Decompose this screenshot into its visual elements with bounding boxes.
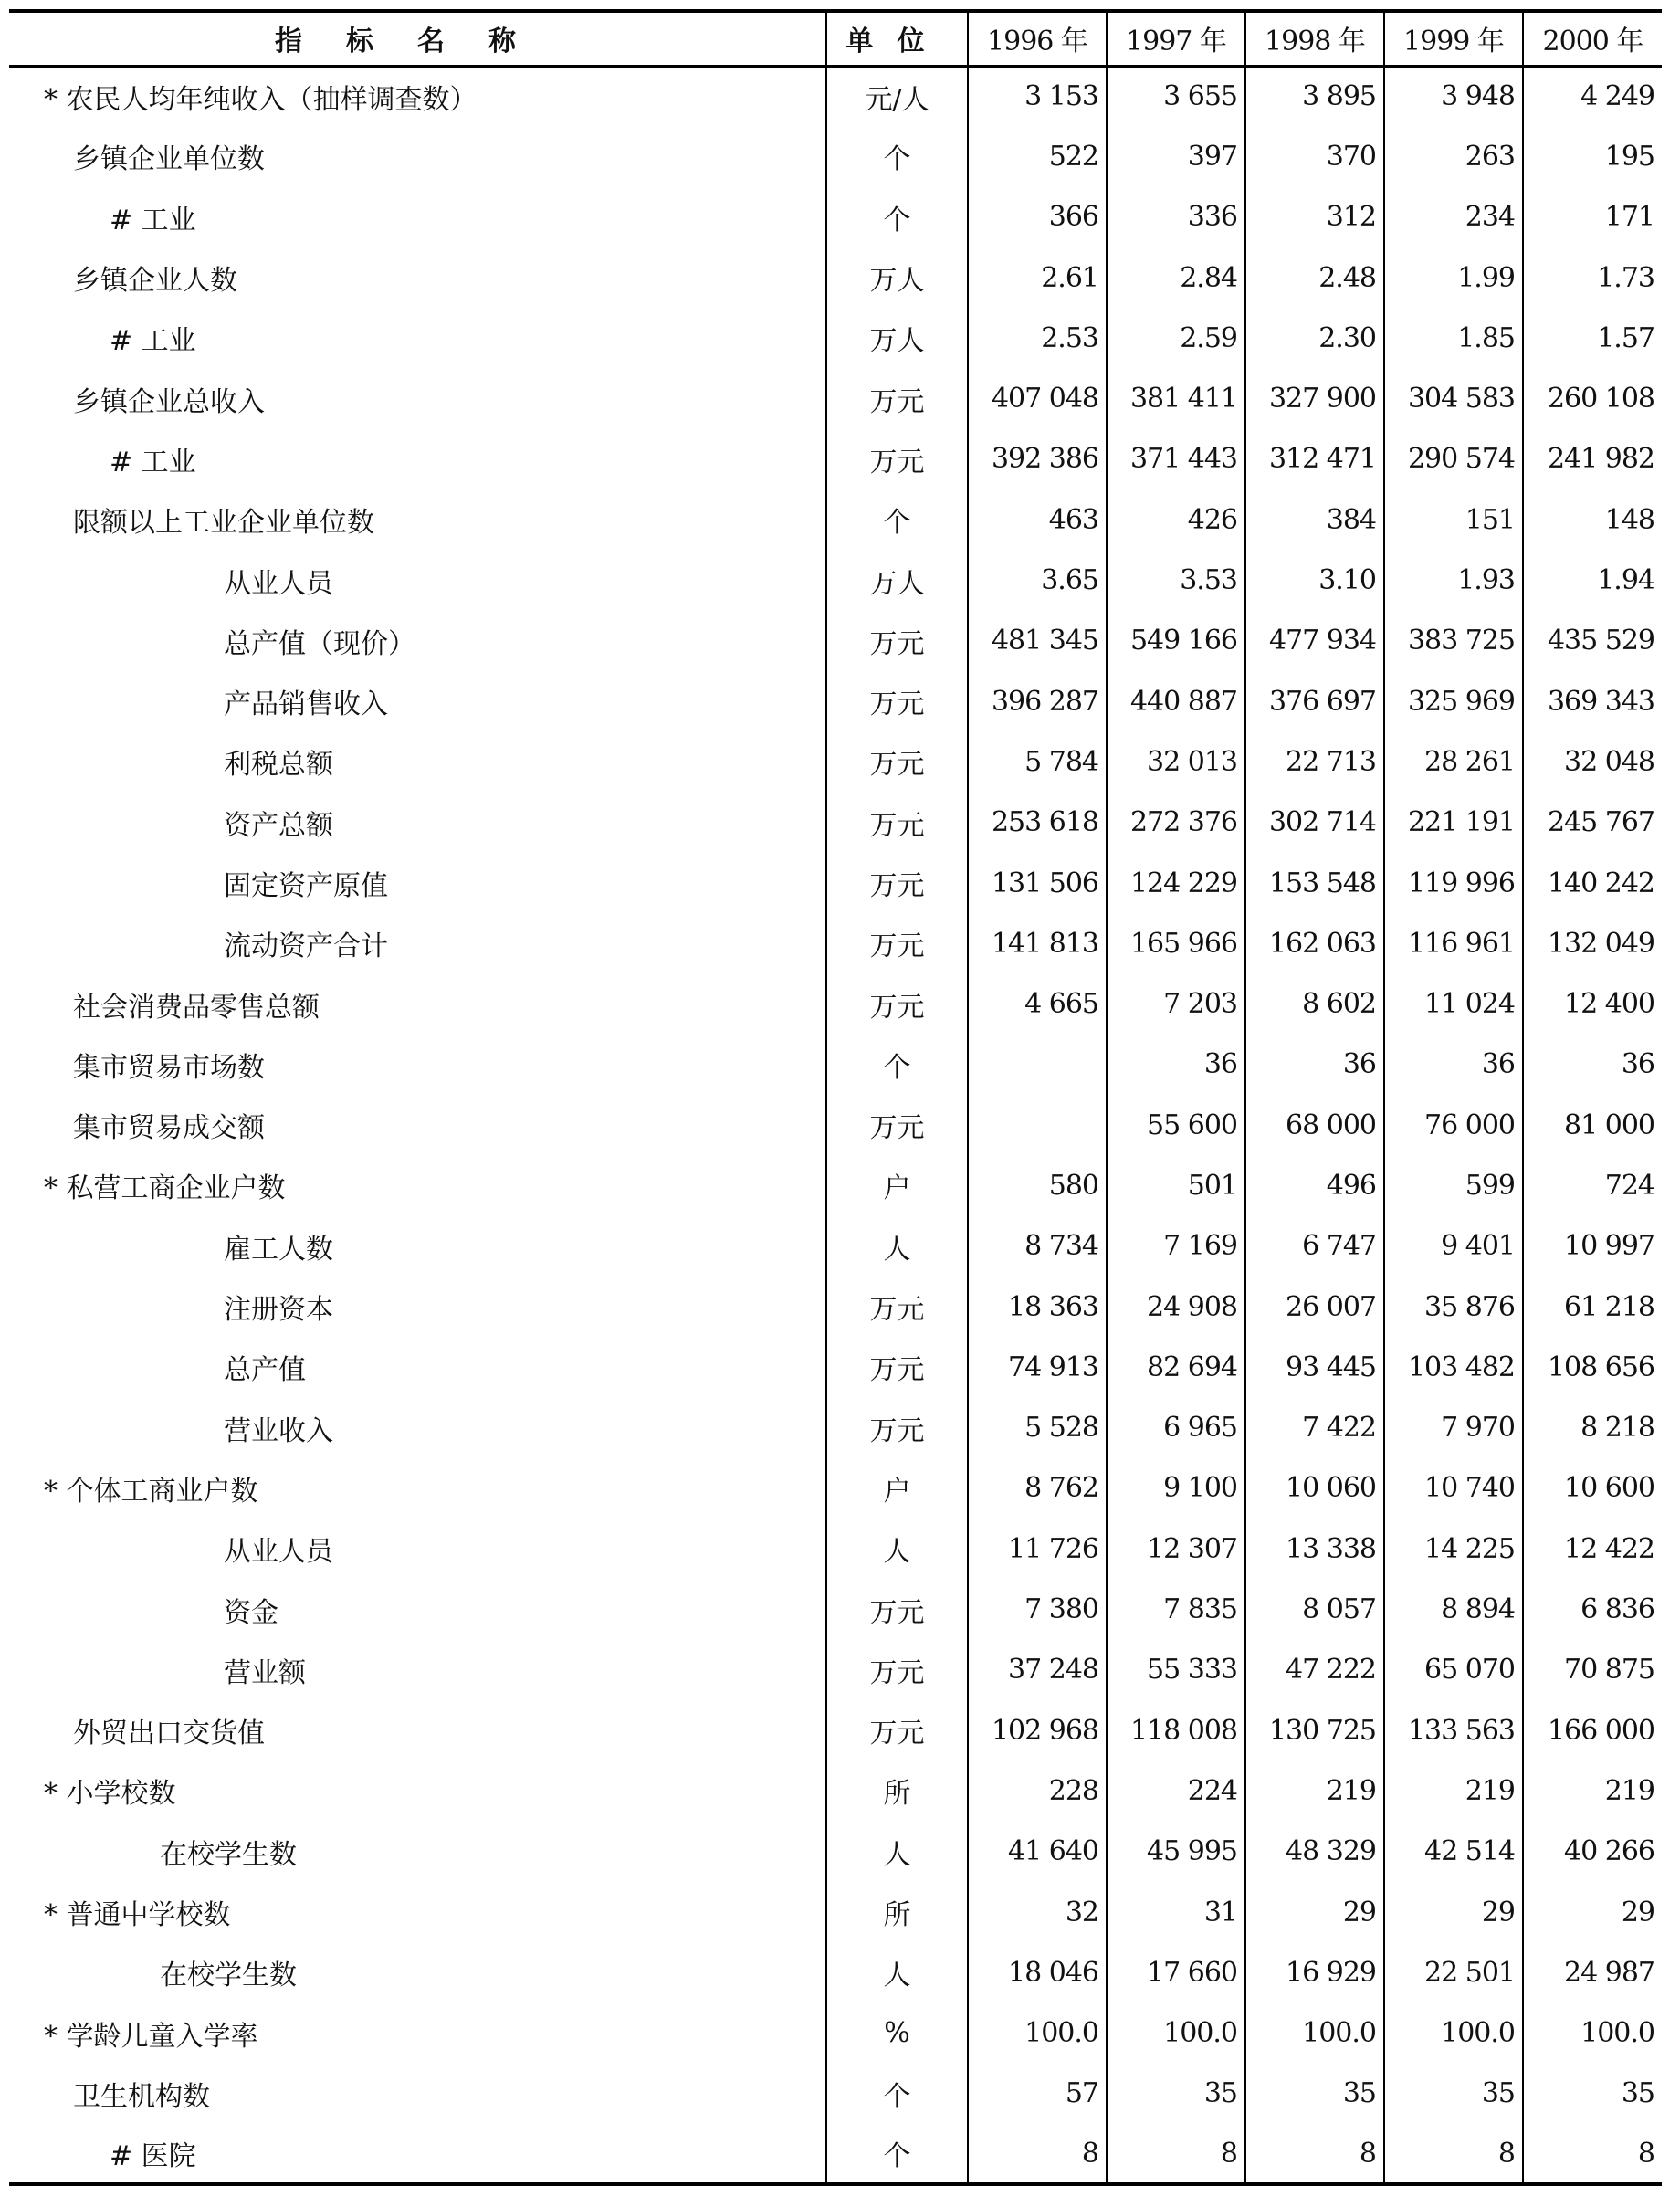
value-cell: 3 948 xyxy=(1384,66,1523,126)
table-row xyxy=(9,1519,1662,1579)
value-cell: 74 913 xyxy=(968,1337,1107,1397)
value-cell: 7 380 xyxy=(968,1579,1107,1639)
value-cell: 219 xyxy=(1384,1760,1523,1821)
indicator-name: 从业人员 xyxy=(224,567,333,600)
value-cell: 4 249 xyxy=(1523,66,1662,126)
table-row xyxy=(9,1822,1662,1882)
indicator-name: 总产值（现价） xyxy=(224,627,415,660)
value-cell: 522 xyxy=(968,126,1107,186)
table-row xyxy=(9,973,1662,1034)
indicator-unit: 万人 xyxy=(826,550,968,610)
value-cell: 325 969 xyxy=(1384,671,1523,731)
indicator-unit: 万元 xyxy=(826,1640,968,1700)
indicator-unit: 万人 xyxy=(826,247,968,308)
value-cell: 724 xyxy=(1523,1155,1662,1215)
value-cell: 1.57 xyxy=(1523,308,1662,368)
value-cell: 16 929 xyxy=(1245,1942,1384,2002)
value-cell: 61 218 xyxy=(1523,1277,1662,1337)
value-cell: 1.94 xyxy=(1523,550,1662,610)
value-cell: 381 411 xyxy=(1107,368,1245,428)
table-row xyxy=(9,368,1662,428)
value-cell: 371 443 xyxy=(1107,429,1245,489)
value-cell: 245 767 xyxy=(1523,793,1662,853)
indicator-name: 雇工人数 xyxy=(224,1233,333,1266)
value-cell: 234 xyxy=(1384,187,1523,247)
indicator-unit: 万元 xyxy=(826,611,968,671)
value-cell: 24 987 xyxy=(1523,1942,1662,2002)
value-cell: 370 xyxy=(1245,126,1384,186)
indicator-name: 集市贸易市场数 xyxy=(73,1051,265,1084)
value-cell: 290 574 xyxy=(1384,429,1523,489)
header-indicator-name: 指标名称 xyxy=(9,11,826,66)
value-cell: 3.53 xyxy=(1107,550,1245,610)
indicator-unit: 万元 xyxy=(826,368,968,428)
value-cell: 384 xyxy=(1245,489,1384,550)
indicator-name: 利税总额 xyxy=(224,749,333,782)
value-cell: 12 307 xyxy=(1107,1519,1245,1579)
value-cell: 8 xyxy=(1523,2124,1662,2184)
indicator-name: * 小学校数 xyxy=(44,1778,176,1811)
value-cell: 263 xyxy=(1384,126,1523,186)
value-cell: 496 xyxy=(1245,1155,1384,1215)
table-header xyxy=(9,11,1662,66)
indicator-unit: 万元 xyxy=(826,793,968,853)
value-cell: 7 422 xyxy=(1245,1398,1384,1458)
indicator-unit: 万元 xyxy=(826,1700,968,1760)
value-cell: 3.65 xyxy=(968,550,1107,610)
value-cell: 312 xyxy=(1245,187,1384,247)
table-row xyxy=(9,731,1662,792)
value-cell: 31 xyxy=(1107,1882,1245,1942)
table-row xyxy=(9,853,1662,913)
value-cell: 32 013 xyxy=(1107,731,1245,792)
value-cell: 100.0 xyxy=(1523,2003,1662,2064)
table-row xyxy=(9,1760,1662,1821)
indicator-name: * 个体工商业户数 xyxy=(44,1475,258,1508)
indicator-unit: 个 xyxy=(826,1035,968,1095)
indicator-name: 固定资产原值 xyxy=(224,870,388,902)
value-cell: 3 655 xyxy=(1107,66,1245,126)
value-cell: 48 329 xyxy=(1245,1822,1384,1882)
indicator-name: 乡镇企业单位数 xyxy=(73,143,265,176)
value-cell: 14 225 xyxy=(1384,1519,1523,1579)
value-cell: 22 501 xyxy=(1384,1942,1523,2002)
indicator-name: 卫生机构数 xyxy=(73,2080,210,2113)
value-cell: 9 401 xyxy=(1384,1216,1523,1277)
value-cell: 426 xyxy=(1107,489,1245,550)
indicator-name: 产品销售收入 xyxy=(224,688,388,721)
value-cell: 22 713 xyxy=(1245,731,1384,792)
table-row xyxy=(9,1216,1662,1277)
indicator-name: # 医院 xyxy=(9,2124,826,2184)
value-cell: 29 xyxy=(1384,1882,1523,1942)
indicator-unit: 所 xyxy=(826,1882,968,1942)
value-cell: 397 xyxy=(1107,126,1245,186)
table-row xyxy=(9,429,1662,489)
value-cell: 369 343 xyxy=(1523,671,1662,731)
table-row xyxy=(9,793,1662,853)
value-cell: 29 xyxy=(1523,1882,1662,1942)
value-cell: 2.48 xyxy=(1245,247,1384,308)
value-cell: 463 xyxy=(968,489,1107,550)
value-cell: 68 000 xyxy=(1245,1095,1384,1155)
indicator-name: * 私营工商企业户数 xyxy=(44,1172,286,1205)
value-cell: 124 229 xyxy=(1107,853,1245,913)
indicator-unit: 个 xyxy=(826,2064,968,2124)
indicator-unit: 个 xyxy=(826,126,968,186)
header-year-1997: 1997 年 xyxy=(1107,11,1245,66)
value-cell: 9 100 xyxy=(1107,1458,1245,1519)
value-cell: 55 333 xyxy=(1107,1640,1245,1700)
value-cell: 100.0 xyxy=(1107,2003,1245,2064)
indicator-name: # 工业 xyxy=(110,325,196,358)
value-cell: 41 640 xyxy=(968,1822,1107,1882)
indicator-unit: 万元 xyxy=(826,1095,968,1155)
indicator-name: 营业额 xyxy=(224,1656,306,1689)
header-unit: 单位 xyxy=(826,11,968,66)
value-cell: 10 060 xyxy=(1245,1458,1384,1519)
table-row xyxy=(9,66,1662,126)
table-row xyxy=(9,1277,1662,1337)
value-cell: 35 xyxy=(1384,2064,1523,2124)
value-cell: 55 600 xyxy=(1107,1095,1245,1155)
value-cell: 8 218 xyxy=(1523,1398,1662,1458)
indicator-name: 限额以上工业企业单位数 xyxy=(73,507,374,540)
value-cell: 10 600 xyxy=(1523,1458,1662,1519)
value-cell: 130 725 xyxy=(1245,1700,1384,1760)
value-cell: 100.0 xyxy=(1384,2003,1523,2064)
value-cell: 32 xyxy=(968,1882,1107,1942)
indicator-unit: 万元 xyxy=(826,671,968,731)
value-cell: 219 xyxy=(1523,1760,1662,1821)
value-cell: 36 xyxy=(1523,1035,1662,1095)
indicator-unit: 万元 xyxy=(826,913,968,973)
value-cell: 2.53 xyxy=(968,308,1107,368)
value-cell: 7 970 xyxy=(1384,1398,1523,1458)
indicator-unit: 户 xyxy=(826,1155,968,1215)
statistics-table xyxy=(9,9,1662,2186)
table-row xyxy=(9,1095,1662,1155)
value-cell: 35 xyxy=(1523,2064,1662,2124)
value-cell: 32 048 xyxy=(1523,731,1662,792)
table-row xyxy=(9,187,1662,247)
value-cell: 57 xyxy=(968,2064,1107,2124)
indicator-name: 乡镇企业总收入 xyxy=(73,385,265,418)
value-cell: 29 xyxy=(1245,1882,1384,1942)
value-cell: 336 xyxy=(1107,187,1245,247)
value-cell: 3 895 xyxy=(1245,66,1384,126)
value-cell: 151 xyxy=(1384,489,1523,550)
indicator-name: 资产总额 xyxy=(224,809,333,842)
indicator-name: 在校学生数 xyxy=(160,1838,297,1871)
value-cell: 2.84 xyxy=(1107,247,1245,308)
indicator-name: 外贸出口交货值 xyxy=(73,1718,265,1750)
value-cell: 221 191 xyxy=(1384,793,1523,853)
value-cell: 12 422 xyxy=(1523,1519,1662,1579)
value-cell: 8 xyxy=(1107,2124,1245,2184)
indicator-name: # 工业 xyxy=(110,204,196,236)
value-cell: 11 726 xyxy=(968,1519,1107,1579)
table-row xyxy=(9,1458,1662,1519)
indicator-name: * 普通中学校数 xyxy=(44,1899,231,1932)
value-cell: 383 725 xyxy=(1384,611,1523,671)
value-cell: 45 995 xyxy=(1107,1822,1245,1882)
value-cell: 65 070 xyxy=(1384,1640,1523,1700)
table-row xyxy=(9,2064,1662,2124)
header-year-1998: 1998 年 xyxy=(1245,11,1384,66)
value-cell: 100.0 xyxy=(1245,2003,1384,2064)
value-cell: 304 583 xyxy=(1384,368,1523,428)
header-year-1999: 1999 年 xyxy=(1384,11,1523,66)
indicator-unit: 个 xyxy=(826,187,968,247)
value-cell: 3 153 xyxy=(968,66,1107,126)
header-year-2000: 2000 年 xyxy=(1523,11,1662,66)
indicator-unit: % xyxy=(826,2003,968,2064)
value-cell: 7 169 xyxy=(1107,1216,1245,1277)
indicator-unit: 万元 xyxy=(826,853,968,913)
indicator-unit: 个 xyxy=(826,489,968,550)
value-cell: 40 266 xyxy=(1523,1822,1662,1882)
value-cell xyxy=(968,1095,1107,1155)
value-cell: 477 934 xyxy=(1245,611,1384,671)
indicator-name: # 工业 xyxy=(110,446,196,478)
header-row xyxy=(9,11,1662,66)
table-row xyxy=(9,1882,1662,1942)
value-cell: 366 xyxy=(968,187,1107,247)
value-cell: 17 660 xyxy=(1107,1942,1245,2002)
table-row xyxy=(9,2124,1662,2184)
value-cell: 166 000 xyxy=(1523,1700,1662,1760)
value-cell: 108 656 xyxy=(1523,1337,1662,1397)
indicator-name: 集市贸易成交额 xyxy=(73,1112,265,1145)
value-cell: 224 xyxy=(1107,1760,1245,1821)
indicator-name: 在校学生数 xyxy=(160,1960,297,1992)
value-cell: 6 747 xyxy=(1245,1216,1384,1277)
value-cell: 132 049 xyxy=(1523,913,1662,973)
value-cell: 118 008 xyxy=(1107,1700,1245,1760)
value-cell: 8 894 xyxy=(1384,1579,1523,1639)
indicator-unit: 万元 xyxy=(826,731,968,792)
value-cell: 2.61 xyxy=(968,247,1107,308)
value-cell: 26 007 xyxy=(1245,1277,1384,1337)
indicator-unit: 人 xyxy=(826,1942,968,2002)
value-cell: 580 xyxy=(968,1155,1107,1215)
value-cell: 100.0 xyxy=(968,2003,1107,2064)
value-cell: 36 xyxy=(1245,1035,1384,1095)
value-cell: 501 xyxy=(1107,1155,1245,1215)
indicator-name: 流动资产合计 xyxy=(224,930,388,963)
indicator-unit: 人 xyxy=(826,1822,968,1882)
table-row xyxy=(9,671,1662,731)
value-cell: 1.99 xyxy=(1384,247,1523,308)
value-cell: 70 875 xyxy=(1523,1640,1662,1700)
value-cell: 8 xyxy=(1384,2124,1523,2184)
value-cell: 1.85 xyxy=(1384,308,1523,368)
value-cell: 10 740 xyxy=(1384,1458,1523,1519)
table-row xyxy=(9,913,1662,973)
value-cell: 599 xyxy=(1384,1155,1523,1215)
value-cell: 6 836 xyxy=(1523,1579,1662,1639)
indicator-unit: 万元 xyxy=(826,1277,968,1337)
value-cell: 35 xyxy=(1107,2064,1245,2124)
value-cell: 8 734 xyxy=(968,1216,1107,1277)
value-cell: 195 xyxy=(1523,126,1662,186)
value-cell: 171 xyxy=(1523,187,1662,247)
value-cell: 103 482 xyxy=(1384,1337,1523,1397)
value-cell: 253 618 xyxy=(968,793,1107,853)
value-cell: 36 xyxy=(1107,1035,1245,1095)
table-row xyxy=(9,247,1662,308)
value-cell: 8 xyxy=(968,2124,1107,2184)
indicator-name: 社会消费品零售总额 xyxy=(73,991,320,1024)
value-cell: 396 287 xyxy=(968,671,1107,731)
value-cell xyxy=(968,1035,1107,1095)
value-cell: 327 900 xyxy=(1245,368,1384,428)
value-cell: 3.10 xyxy=(1245,550,1384,610)
indicator-name: 乡镇企业人数 xyxy=(73,265,237,298)
indicator-unit: 万元 xyxy=(826,429,968,489)
value-cell: 8 762 xyxy=(968,1458,1107,1519)
indicator-unit: 户 xyxy=(826,1458,968,1519)
value-cell: 549 166 xyxy=(1107,611,1245,671)
value-cell: 260 108 xyxy=(1523,368,1662,428)
table-row xyxy=(9,308,1662,368)
value-cell: 47 222 xyxy=(1245,1640,1384,1700)
value-cell: 102 968 xyxy=(968,1700,1107,1760)
value-cell: 141 813 xyxy=(968,913,1107,973)
value-cell: 302 714 xyxy=(1245,793,1384,853)
indicator-unit: 万元 xyxy=(826,973,968,1034)
value-cell: 376 697 xyxy=(1245,671,1384,731)
value-cell: 165 966 xyxy=(1107,913,1245,973)
value-cell: 1.73 xyxy=(1523,247,1662,308)
value-cell: 392 386 xyxy=(968,429,1107,489)
header-year-1996: 1996 年 xyxy=(968,11,1107,66)
table-row xyxy=(9,1579,1662,1639)
value-cell: 440 887 xyxy=(1107,671,1245,731)
value-cell: 219 xyxy=(1245,1760,1384,1821)
value-cell: 81 000 xyxy=(1523,1095,1662,1155)
value-cell: 153 548 xyxy=(1245,853,1384,913)
value-cell: 312 471 xyxy=(1245,429,1384,489)
value-cell: 8 xyxy=(1245,2124,1384,2184)
indicator-unit: 元/人 xyxy=(826,66,968,126)
value-cell: 7 203 xyxy=(1107,973,1245,1034)
value-cell: 116 961 xyxy=(1384,913,1523,973)
value-cell: 481 345 xyxy=(968,611,1107,671)
value-cell: 228 xyxy=(968,1760,1107,1821)
value-cell: 12 400 xyxy=(1523,973,1662,1034)
value-cell: 131 506 xyxy=(968,853,1107,913)
value-cell: 162 063 xyxy=(1245,913,1384,973)
value-cell: 7 835 xyxy=(1107,1579,1245,1639)
value-cell: 1.93 xyxy=(1384,550,1523,610)
value-cell: 272 376 xyxy=(1107,793,1245,853)
table-row xyxy=(9,1035,1662,1095)
value-cell: 119 996 xyxy=(1384,853,1523,913)
indicator-unit: 人 xyxy=(826,1216,968,1277)
table-row xyxy=(9,126,1662,186)
statistics-table-page xyxy=(9,9,1662,2186)
value-cell: 35 876 xyxy=(1384,1277,1523,1337)
value-cell: 241 982 xyxy=(1523,429,1662,489)
value-cell: 435 529 xyxy=(1523,611,1662,671)
indicator-name: 总产值 xyxy=(224,1354,306,1387)
indicator-unit: 个 xyxy=(826,2124,968,2184)
value-cell: 5 528 xyxy=(968,1398,1107,1458)
table-row xyxy=(9,1337,1662,1397)
value-cell: 2.59 xyxy=(1107,308,1245,368)
indicator-name: 从业人员 xyxy=(224,1536,333,1569)
value-cell: 36 xyxy=(1384,1035,1523,1095)
value-cell: 13 338 xyxy=(1245,1519,1384,1579)
value-cell: 6 965 xyxy=(1107,1398,1245,1458)
value-cell: 93 445 xyxy=(1245,1337,1384,1397)
indicator-unit: 人 xyxy=(826,1519,968,1579)
value-cell: 4 665 xyxy=(968,973,1107,1034)
indicator-name: * 农民人均年纯收入（抽样调查数） xyxy=(44,83,478,116)
value-cell: 42 514 xyxy=(1384,1822,1523,1882)
value-cell: 2.30 xyxy=(1245,308,1384,368)
value-cell: 10 997 xyxy=(1523,1216,1662,1277)
value-cell: 28 261 xyxy=(1384,731,1523,792)
table-row xyxy=(9,611,1662,671)
indicator-unit: 所 xyxy=(826,1760,968,1821)
value-cell: 76 000 xyxy=(1384,1095,1523,1155)
table-row xyxy=(9,1640,1662,1700)
value-cell: 18 363 xyxy=(968,1277,1107,1337)
value-cell: 18 046 xyxy=(968,1942,1107,2002)
value-cell: 8 602 xyxy=(1245,973,1384,1034)
value-cell: 35 xyxy=(1245,2064,1384,2124)
indicator-unit: 万元 xyxy=(826,1398,968,1458)
value-cell: 407 048 xyxy=(968,368,1107,428)
value-cell: 82 694 xyxy=(1107,1337,1245,1397)
indicator-name: 资金 xyxy=(224,1596,278,1629)
table-row xyxy=(9,489,1662,550)
indicator-name: * 学龄儿童入学率 xyxy=(44,2020,258,2053)
indicator-name: 注册资本 xyxy=(224,1294,333,1327)
value-cell: 140 242 xyxy=(1523,853,1662,913)
value-cell: 11 024 xyxy=(1384,973,1523,1034)
value-cell: 5 784 xyxy=(968,731,1107,792)
value-cell: 148 xyxy=(1523,489,1662,550)
table-body xyxy=(9,66,1662,2184)
indicator-name: 营业收入 xyxy=(224,1414,333,1447)
table-row xyxy=(9,2003,1662,2064)
value-cell: 133 563 xyxy=(1384,1700,1523,1760)
table-row xyxy=(9,550,1662,610)
indicator-unit: 万人 xyxy=(826,308,968,368)
value-cell: 24 908 xyxy=(1107,1277,1245,1337)
table-row xyxy=(9,1700,1662,1760)
value-cell: 8 057 xyxy=(1245,1579,1384,1639)
table-row xyxy=(9,1155,1662,1215)
value-cell: 37 248 xyxy=(968,1640,1107,1700)
table-row xyxy=(9,1942,1662,2002)
indicator-unit: 万元 xyxy=(826,1337,968,1397)
indicator-unit: 万元 xyxy=(826,1579,968,1639)
table-row xyxy=(9,1398,1662,1458)
